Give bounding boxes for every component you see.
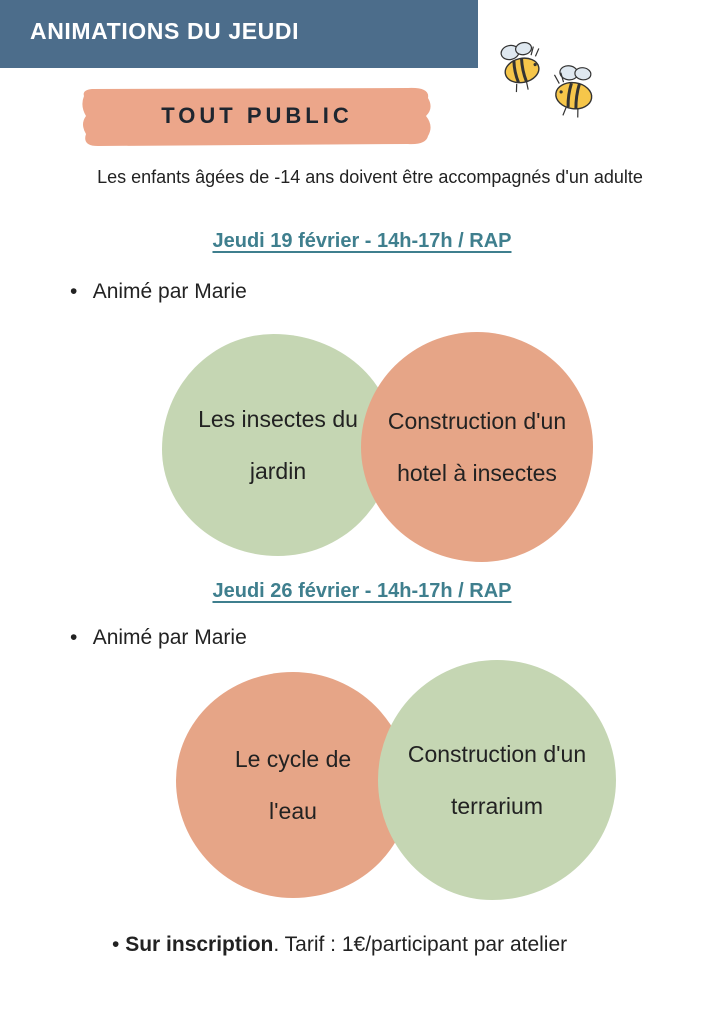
activity-label: Le cycle de l'eau xyxy=(234,746,352,824)
activity-circle xyxy=(162,334,394,556)
activity-circle xyxy=(378,660,616,900)
activity-label: Construction d'un terrarium xyxy=(407,741,587,819)
footer-bold: Sur inscription xyxy=(125,933,274,956)
animator-text: Animé par Marie xyxy=(92,280,247,303)
header-banner xyxy=(0,0,478,68)
session-date: Jeudi 19 février - 14h-17h / RAP xyxy=(212,230,512,252)
footer-rest: . Tarif : 1€/participant par atelier xyxy=(273,933,568,956)
animator-text: Animé par Marie xyxy=(92,626,247,649)
activity-label: Les insectes du jardin xyxy=(198,406,358,484)
page-title: ANIMATIONS DU JEUDI xyxy=(30,18,300,44)
activity-circle xyxy=(176,672,410,898)
bullet-icon: • xyxy=(70,626,78,649)
footer-note xyxy=(112,922,692,968)
bee-icon xyxy=(488,36,618,126)
intro-text: Les enfants âgées de -14 ans doivent être accompagnés d'un adulte xyxy=(97,167,643,187)
animator-line xyxy=(70,626,247,650)
animator-line xyxy=(70,280,247,304)
activity-label: Construction d'un hotel à insectes xyxy=(387,408,567,486)
bullet-icon: • xyxy=(112,933,126,956)
audience-label: TOUT PUBLIC xyxy=(161,103,353,128)
session-date: Jeudi 26 février - 14h-17h / RAP xyxy=(212,580,512,602)
bullet-icon: • xyxy=(70,280,78,303)
activity-circle xyxy=(361,332,593,562)
